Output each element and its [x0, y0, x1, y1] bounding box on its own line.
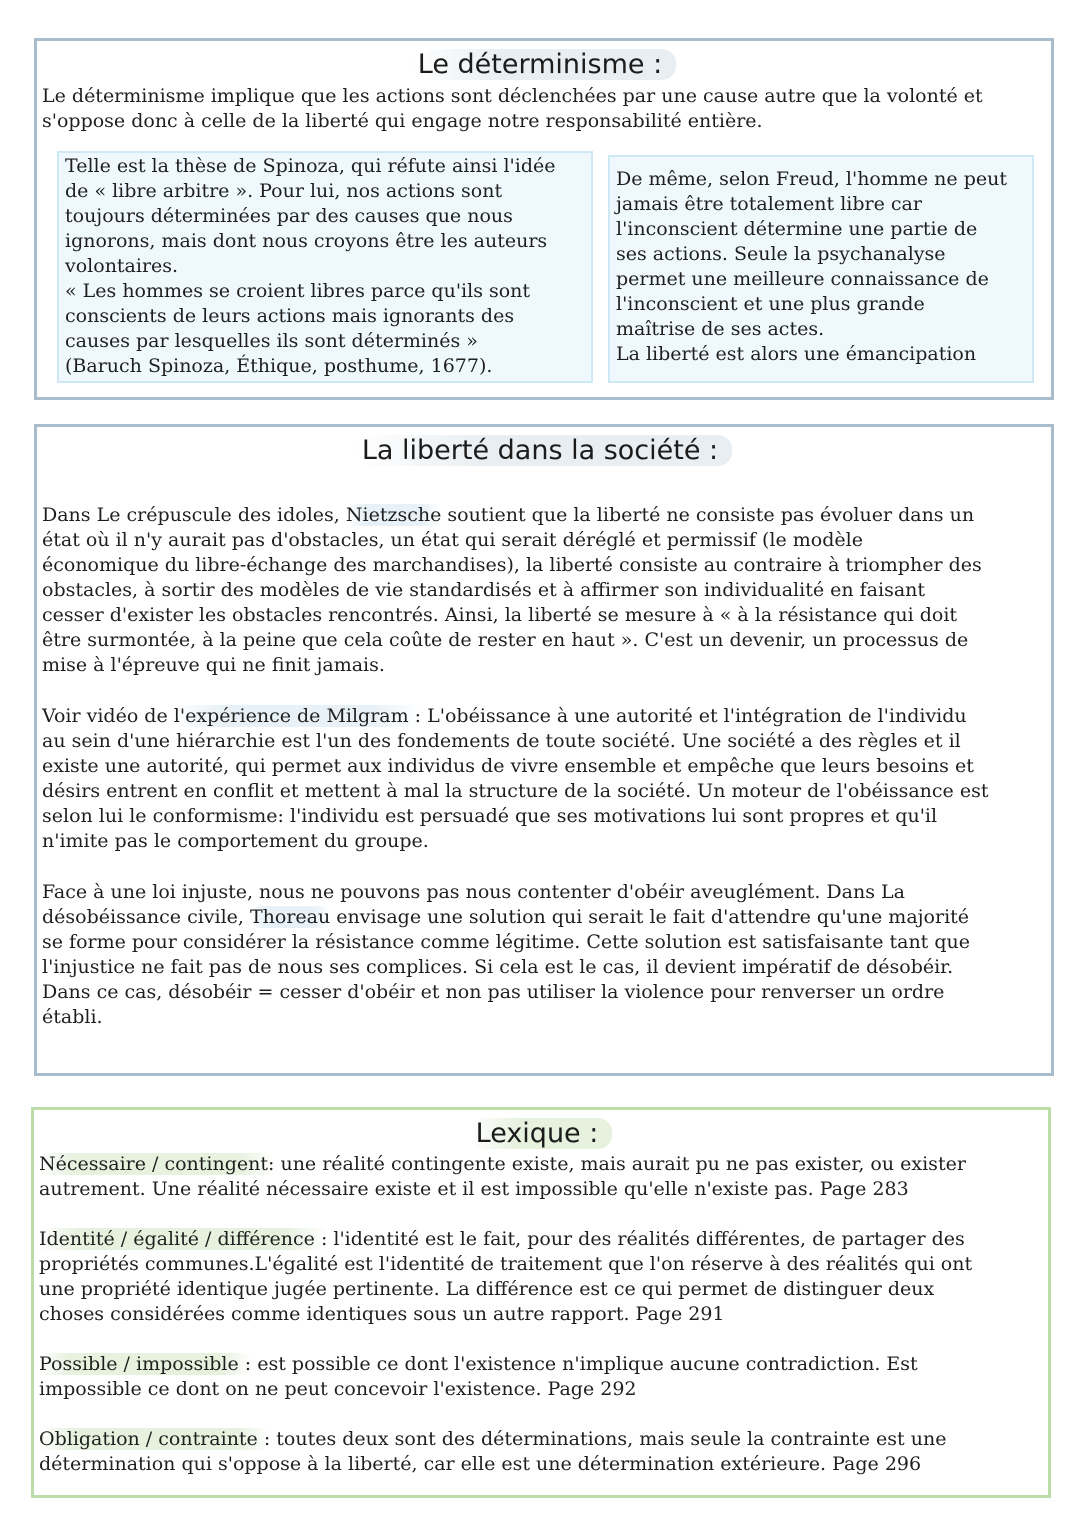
- spinoza-line: (Baruch Spinoza, Éthique, posthume, 1677).: [65, 355, 493, 377]
- societe-section: [34, 424, 1054, 1076]
- freud-line: permet une meilleure connaissance de: [616, 268, 989, 290]
- lexique-line: autrement. Une réalité nécessaire existe et il est impossible qu'elle n'existe pas. Page 283: [39, 1178, 909, 1200]
- milgram-line: désirs entrent en conflit et mettent à mal la structure de la société. Un moteur de l'obéissance est: [42, 780, 989, 802]
- lexique-entry: Nécessaire / contingent: une réalité contingente existe, mais aurait pu ne pas exister, ou exister: [39, 1153, 966, 1175]
- societe-title: La liberté dans la société :: [37, 435, 1051, 466]
- thoreau-line: Dans ce cas, désobéir = cesser d'obéir et non pas utiliser la violence pour renverser un ordre: [42, 981, 945, 1003]
- milgram-line: selon lui le conformisme: l'individu est persuadé que ses motivations lui sont propres et qu'il: [42, 805, 938, 827]
- freud-line: La liberté est alors une émancipation: [616, 343, 977, 365]
- lexique-term: Obligation / contrainte :: [39, 1428, 271, 1450]
- nietzsche-line: état où il n'y aurait pas d'obstacles, un état qui serait déréglé et permissif (le modèle: [42, 529, 863, 551]
- milgram-line: existe une autorité, qui permet aux individus de vivre ensemble et empêche que leurs besoins et: [42, 755, 974, 777]
- milgram-first-line: Voir vidéo de l'expérience de Milgram : L'obéissance à une autorité et l'intégration de l'individu: [42, 705, 967, 727]
- thoreau-line: se forme pour considérer la résistance comme légitime. Cette solution est satisfaisante tant que: [42, 931, 970, 953]
- spinoza-box: [57, 151, 593, 383]
- freud-line: jamais être totalement libre car: [616, 193, 922, 215]
- nietzsche-line: cesser d'exister les obstacles rencontrés. Ainsi, la liberté se mesure à « à la résistance qui doit: [42, 604, 958, 626]
- freud-box: [608, 155, 1034, 383]
- freud-line: l'inconscient détermine une partie de: [616, 218, 978, 240]
- spinoza-line: conscients de leurs actions mais ignorants des: [65, 305, 515, 327]
- thoreau-second-line: désobéissance civile, Thoreau envisage une solution qui serait le fait d'attendre qu'une majorité: [42, 906, 970, 928]
- nietzsche-highlight: Nietzsche: [345, 504, 442, 526]
- nietzsche-first-line: Dans Le crépuscule des idoles, Nietzsche soutient que la liberté ne consiste pas évoluer dans un: [42, 504, 975, 526]
- lexique-term: Identité / égalité / différence :: [39, 1228, 328, 1250]
- milgram-line: au sein d'une hiérarchie est l'un des fondements de toute société. Une société a des règles et il: [42, 730, 961, 752]
- lexique-entry: Identité / égalité / différence : l'identité est le fait, pour des réalités différentes, de partager des: [39, 1228, 965, 1250]
- nietzsche-line: mise à l'épreuve qui ne finit jamais.: [42, 654, 385, 676]
- freud-line: l'inconscient et une plus grande: [616, 293, 925, 315]
- lexique-line: détermination qui s'oppose à la liberté, car elle est une détermination extérieure. Page 296: [39, 1453, 922, 1475]
- determinisme-intro-line: s'oppose donc à celle de la liberté qui engage notre responsabilité entière.: [42, 110, 763, 132]
- freud-line: De même, selon Freud, l'homme ne peut: [616, 168, 1007, 190]
- lexique-entry: Obligation / contrainte : toutes deux sont des déterminations, mais seule la contrainte est une: [39, 1428, 947, 1450]
- spinoza-line: ignorons, mais dont nous croyons être les auteurs: [65, 230, 548, 252]
- spinoza-line: Telle est la thèse de Spinoza, qui réfute ainsi l'idée: [65, 155, 556, 177]
- lexique-line: propriétés communes.L'égalité est l'identité de traitement que l'on réserve à des réalités qui ont: [39, 1253, 973, 1275]
- milgram-line: n'imite pas le comportement du groupe.: [42, 830, 429, 852]
- lexique-title: Lexique :: [34, 1118, 1048, 1149]
- thoreau-line: établi.: [42, 1006, 103, 1028]
- lexique-section: [31, 1107, 1051, 1498]
- determinisme-intro-line: Le déterminisme implique que les actions sont déclenchées par une cause autre que la volonté et: [42, 85, 983, 107]
- spinoza-line: volontaires.: [65, 255, 179, 277]
- lexique-line: une propriété identique jugée pertinente. La différence est ce qui permet de distinguer deux: [39, 1278, 935, 1300]
- spinoza-line: « Les hommes se croient libres parce qu'ils sont: [65, 280, 531, 302]
- spinoza-line: de « libre arbitre ». Pour lui, nos actions sont: [65, 180, 503, 202]
- freud-line: maîtrise de ses actes.: [616, 318, 825, 340]
- lexique-term: Possible / impossible :: [39, 1353, 252, 1375]
- spinoza-line: toujours déterminées par des causes que nous: [65, 205, 513, 227]
- determinisme-title: Le déterminisme :: [37, 49, 1051, 80]
- nietzsche-line: économique du libre-échange des marchandises), la liberté consiste au contraire à triompher des: [42, 554, 982, 576]
- determinisme-section: [34, 38, 1054, 400]
- thoreau-line: Face à une loi injuste, nous ne pouvons pas nous contenter d'obéir aveuglément. Dans La: [42, 881, 905, 903]
- nietzsche-line: obstacles, à sortir des modèles de vie standardisés et à affirmer son individualité en faisant: [42, 579, 926, 601]
- lexique-line: impossible ce dont on ne peut concevoir l'existence. Page 292: [39, 1378, 637, 1400]
- thoreau-highlight: Thoreau: [250, 906, 331, 928]
- nietzsche-line: être surmontée, à la peine que cela coûte de rester en haut ». C'est un devenir, un processus de: [42, 629, 969, 651]
- lexique-term: Nécessaire / contingent:: [39, 1153, 275, 1175]
- lexique-line: choses considérées comme identiques sous un autre rapport. Page 291: [39, 1303, 725, 1325]
- freud-line: ses actions. Seule la psychanalyse: [616, 243, 946, 265]
- milgram-highlight: l'expérience de Milgram :: [173, 705, 422, 727]
- lexique-entry: Possible / impossible : est possible ce dont l'existence n'implique aucune contradiction. Est: [39, 1353, 918, 1375]
- spinoza-line: causes par lesquelles ils sont déterminés »: [65, 330, 478, 352]
- thoreau-line: l'injustice ne fait pas de nous ses complices. Si cela est le cas, il devient impératif de désobéir.: [42, 956, 954, 978]
